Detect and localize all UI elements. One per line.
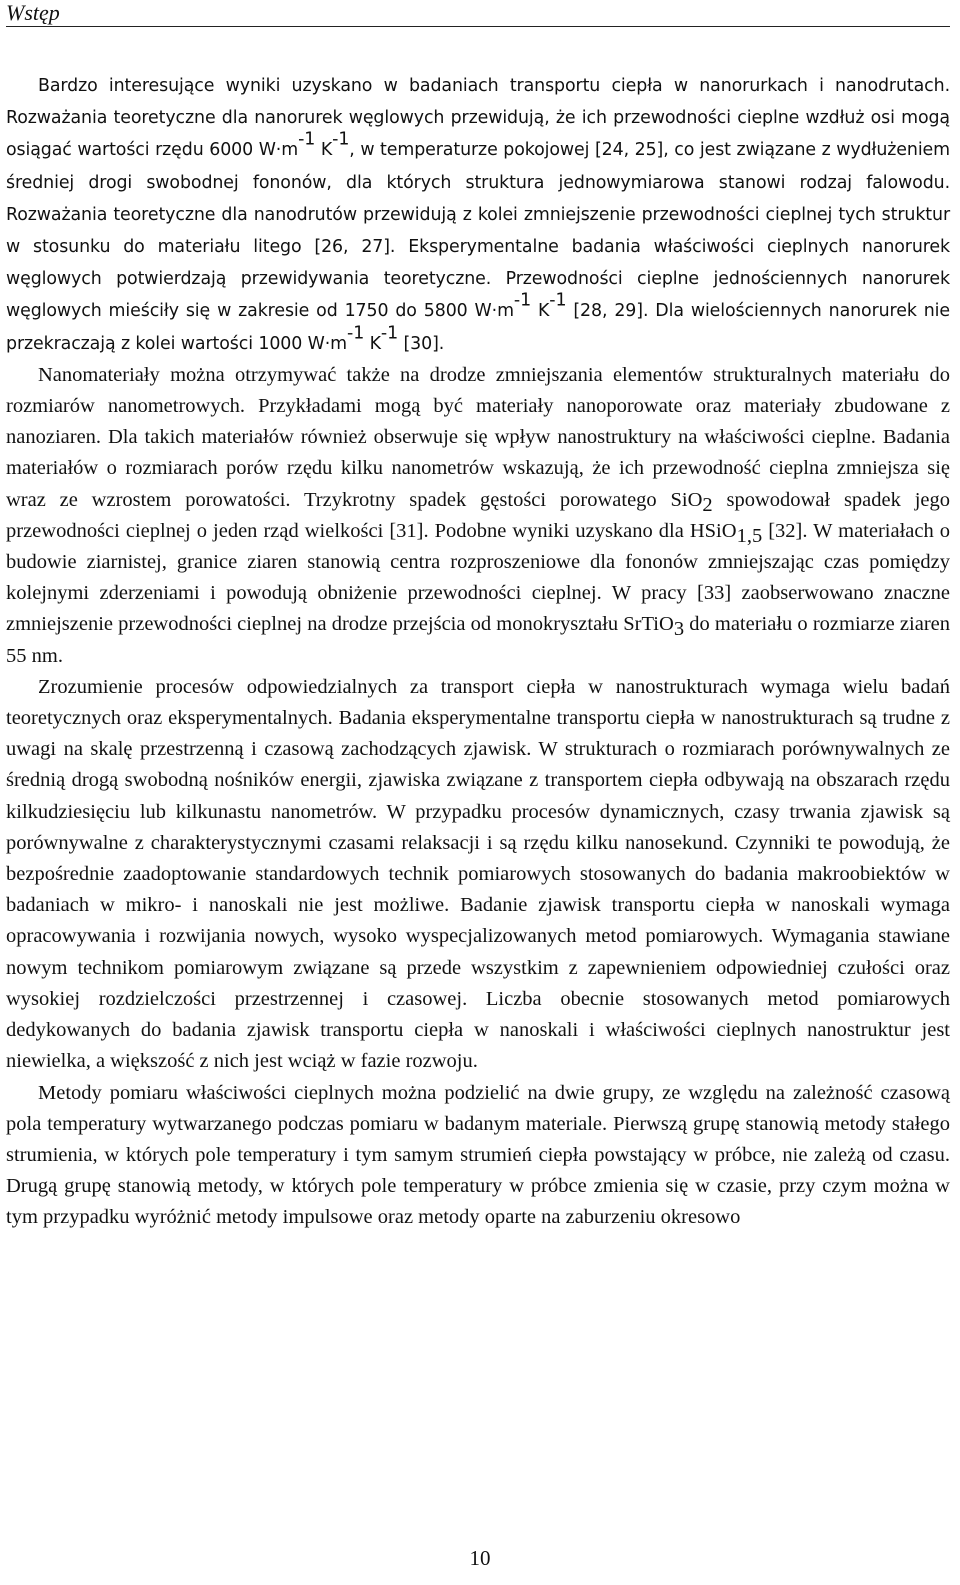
superscript: -1 (298, 129, 316, 150)
page-number: 10 (469, 1546, 491, 1570)
text-run: K (364, 333, 381, 354)
superscript: -1 (513, 290, 532, 311)
chapter-header (6, 0, 950, 27)
paragraph (6, 360, 950, 672)
superscript: -1 (549, 290, 567, 311)
text-run: [32]. W materiałach o budowie ziarnistej, granice ziaren stanowią centra rozproszeniowe dla fononów zmniejszając czas pomiędzy kolejnymi zderzeniami i powodują obniżenie przewodności cieplnej. W pracy [33] zaobserwowano znaczne zmniejszenie przewodności cieplnej na drodze przejścia od monokryształu SrTiO (6, 519, 950, 636)
text-run: K (531, 301, 550, 322)
chapter-title: Wstęp (6, 0, 60, 25)
text-run: do materiału o rozmiarze ziaren 55 nm. (6, 613, 950, 667)
text-run: Zrozumienie procesów odpowiedzialnych za transport ciepła w nanostrukturach wymaga wielu badań teoretycznych oraz eksperymentalnych. Badania eksperymentalne transportu ciepła w nanostrukturach są trudne z uwagi na skalę przestrzenną i czasową zachodzących zjawisk. W strukturach o rozmiarach porównywalnych ze średnią drogą swobodną nośników energii, zjawiska związane z transportem ciepła odbywają na obszarach rzędu kilkudziesięciu lub kilkunastu nanometrów. W przypadku procesów dynamicznych, czasy trwania zjawisk są porównywalne z charakterystycznymi czasami relaksacji i są rzędu kilku nanosekund. Czynniki te powodują, że bezpośrednie zaadoptowanie standardowych technik pomiarowych stosowanych do badania makroobiektów w badaniach w mikro- i nanoskali nie jest możliwe. Badanie zjawisk transportu ciepła w nanoskali wymaga opracowywania i rozwijania nowych, wysoko wyspecjalizowanych metod pomiarowych. Wymagania stawiane nowym technikom pomiarowym związane są przede wszystkim z zapewnieniem odpowiedniej czułości oraz wysokiej rozdzielczości przestrzennej i czasowej. Liczba obecnie stosowanych metod pomiarowych dedykowanych do badania zjawisk transportu ciepła w nanoskali i właściwości cieplnych nanostruktur jest niewielka, a większość z nich jest wciąż w fazie rozwoju. (6, 675, 950, 1073)
paragraph (6, 672, 950, 1078)
superscript: -1 (332, 129, 350, 150)
superscript: -1 (347, 323, 365, 344)
text-run: Metody pomiaru właściwości cieplnych można podzielić na dwie grupy, ze względu na zależność czasową pola temperatury wytwarzanego podczas pomiaru w badanym materiale. Pierwszą grupę stanowią metody stałego strumienia, w których pole temperatury i tym samym strumień ciepła powstający w próbce, nie zależą od czasu. Drugą grupę stanowią metody, w których pole temperatury w próbce zmienia się w czasie, przy czym można w tym przypadku wyróżnić metody impulsowe oraz metody oparte na zaburzeniu okresowo (6, 1081, 950, 1229)
text-run: Nanomateriały można otrzymywać także na drodze zmniejszania elementów strukturalnych materiału do rozmiarów nanometrowych. Przykładami mogą być materiały nanoporowate oraz materiały zbudowane z nanoziaren. Dla takich materiałów również obserwuje się wpływ nanostruktury na właściwości cieplne. Badania materiałów o rozmiarach porów rzędu kilku nanometrów wskazują, że ich przewodność cieplna zmniejsza się wraz ze wzrostem porowatości. Trzykrotny spadek gęstości porowatego SiO (6, 363, 950, 511)
text-run: spowodował spadek jego przewodności cieplnej o jeden rząd wielkości [31]. Podobne wyniki uzyskano dla HSiO (6, 488, 950, 542)
subscript: 2 (702, 493, 713, 516)
subscript: 3 (673, 618, 685, 641)
superscript: -1 (380, 323, 399, 344)
text-run: K (315, 140, 333, 161)
text-run: , w temperaturze pokojowej [24, 25], co jest związane z wydłużeniem średniej drogi swobodnej fononów, dla których struktura jednowymiarowa stanowi rodzaj falowodu. Rozważania teoretyczne dla nanodrutów przewidują z kolei zmniejszenie przewodności cieplnej tych struktur w stosunku do materiału litego [26, 27]. Eksperymentalne badania właściwości cieplnych nanorurek węglowych potwierdzają przewidywania teoretyczne. Przewodności cieplne jednościennych nanorurek węglowych mieściły się w zakresie od 1750 do 5800 W·m (6, 140, 950, 322)
paragraph (6, 1078, 950, 1234)
text-run: [28, 29]. Dla wielościennych nanorurek nie przekraczają z kolei wartości 1000 W·m (6, 301, 950, 354)
text-run: [30]. (398, 333, 445, 354)
paragraph (6, 70, 950, 360)
subscript: 1,5 (736, 524, 763, 547)
body-text (6, 70, 950, 1234)
text-run: Bardzo interesujące wyniki uzyskano w badaniach transportu ciepła w nanorurkach i nanodrutach. Rozważania teoretyczne dla nanorurek węglowych przewidują, że ich przewodności cieplne wzdłuż osi mogą osiągać wartości rzędu 6000 W·m (6, 76, 950, 161)
